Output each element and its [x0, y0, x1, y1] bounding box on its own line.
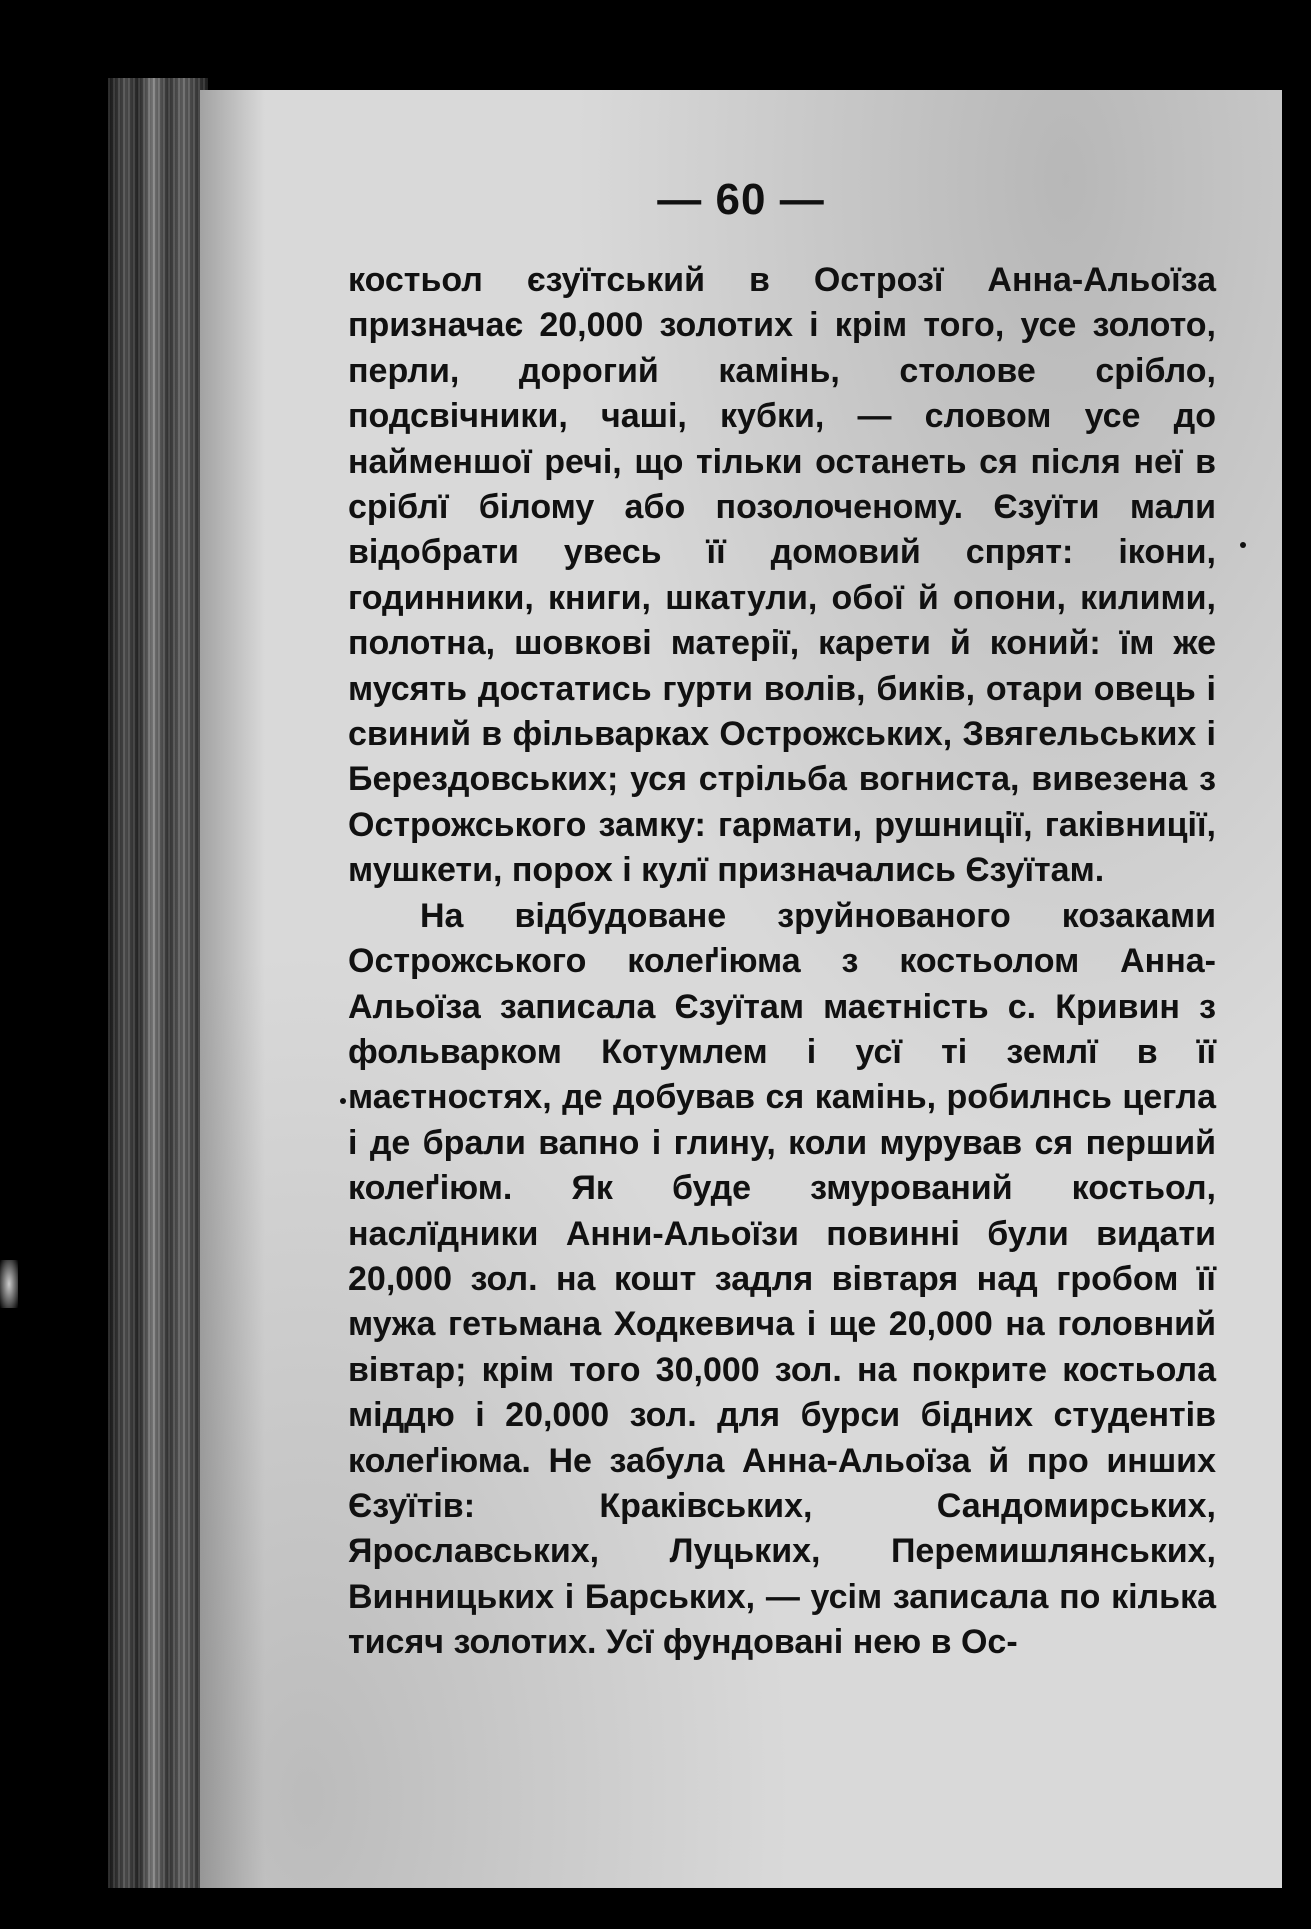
page-body	[348, 258, 1216, 1666]
book-page-edges	[108, 78, 208, 1888]
page-number: — 60 —	[657, 175, 825, 224]
speck-mark	[340, 1098, 346, 1104]
paragraph-2: На відбудоване зруйнованого козаками Острожського колеґіюма з костьолом Анна-Альоїза записала Єзуїтам маєтність с. Кривин з фольварком Котумлем і усї ті землї в її маєтностях, де добував ся камінь, робилнсь цегла і де брали вапно і глину, коли мурував ся перший колеґіюм. Як буде змурований костьол, наслїдники Анни-Альоїзи повинні були видати 20,000 зол. на кошт задля вівтаря над гробом її мужа гетьмана Ходкевича і ще 20,000 на головний вівтар; крім того 30,000 зол. на покрите костьола міддю і 20,000 зол. для бурси бідних студентів колеґіюма. Не забула Анна-Альоїза й про инших Єзуїтів: Краківських, Сандомирських, Ярославських, Луцьких, Перемишлянських, Винницьких і Барських, — усім записала по кілька тисяч золотих. Усї фундовані нею в Ос-	[348, 896, 1216, 1662]
speck-mark	[1240, 542, 1246, 548]
margin-smudge	[0, 1260, 18, 1308]
page-sheet	[200, 90, 1282, 1888]
paragraph-1: костьол єзуїтський в Острозї Анна-Альоїза призначає 20,000 золотих і крім того, усе золото, перли, дорогий камінь, столове срібло, подсвічники, чаші, кубки, — словом усе до найменшої речі, що тільки останеть ся після неї в сріблї білому або позолоченому. Єзуїти мали відобрати увесь її домовий спрят: ікони, годинники, книги, шкатули, обої й опони, килими, полотна, шовкові матерії, карети й коний: їм же мусять достатись гурти волів, биків, отари овець і свиний в фільварках Острожських, Звягельських і Берездовських; уся стрільба вогниста, вивезена з Острожського замку: гармати, рушниції, гаківниції, мушкети, порох і кулї призначались Єзуїтам.	[348, 261, 1216, 890]
